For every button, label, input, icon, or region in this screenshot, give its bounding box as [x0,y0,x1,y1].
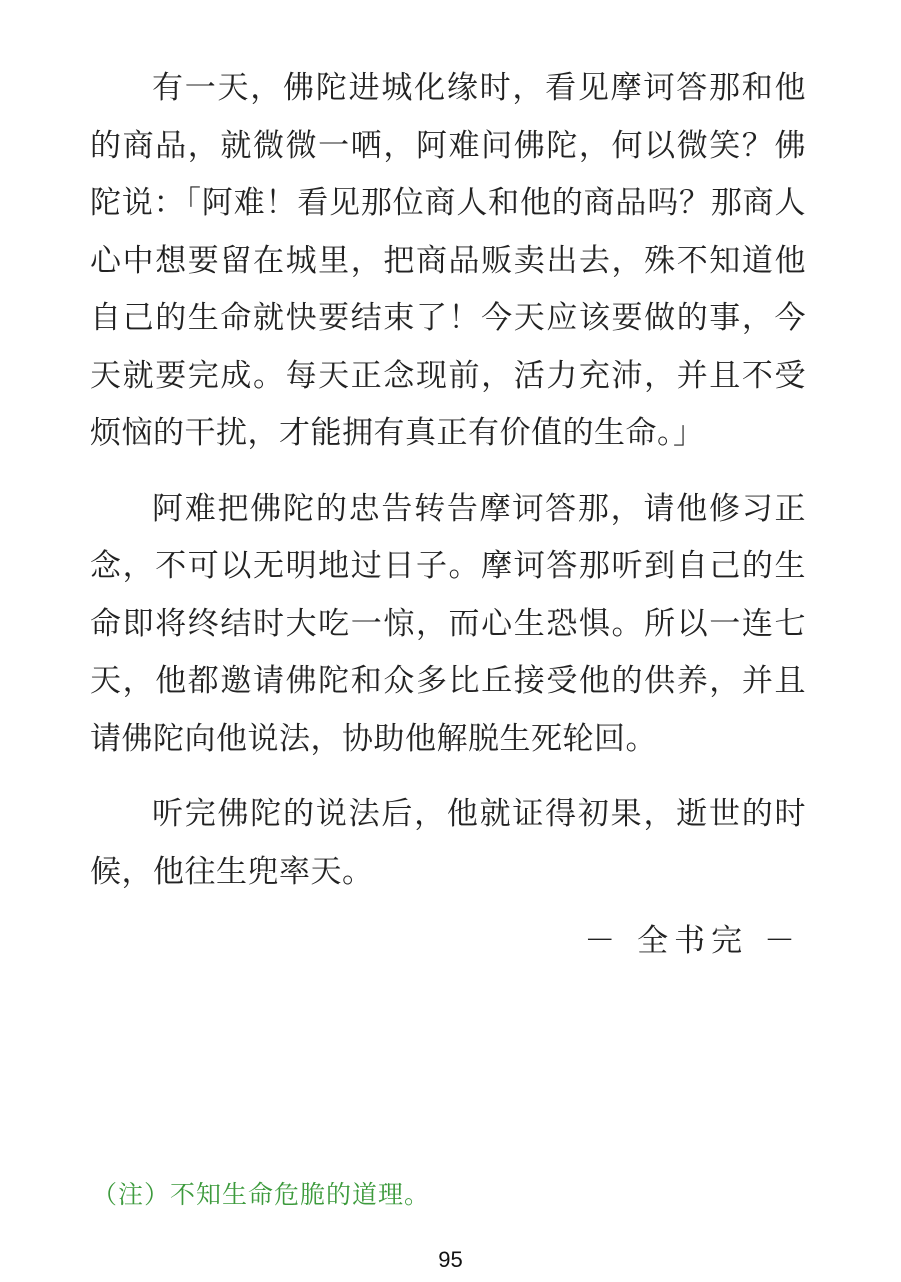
footnote: （注）不知生命危脆的道理。 [92,1180,431,1209]
paragraph: 有一天，佛陀进城化缘时，看见摩诃答那和他的商品，就微微一哂，阿难问佛陀，何以微笑？佛陀说：「阿难！看见那位商人和他的商品吗？那商人心中想要留在城里，把商品贩卖出去，殊不知道他自己的生命就快要结束了！今天应该要做的事，今天就要完成。每天正念现前，活力充沛，并且不受烦恼的干扰，才能拥有真正有价值的生命。」 [90,70,806,451]
paragraph: 听完佛陀的说法后，他就证得初果，逝世的时候，他往生兜率天。 [90,796,806,890]
end-of-book-mark: － 全书完 － [584,923,801,959]
main-text [90,60,806,919]
paragraph: 阿难把佛陀的忠告转告摩诃答那，请他修习正念，不可以无明地过日子。摩诃答那听到自己的生命即将终结时大吃一惊，而心生恐惧。所以一连七天，他都邀请佛陀和众多比丘接受他的供养，并且请佛陀向他说法，协助他解脱生死轮回。 [90,490,806,757]
page-number: 95 [438,1247,463,1272]
